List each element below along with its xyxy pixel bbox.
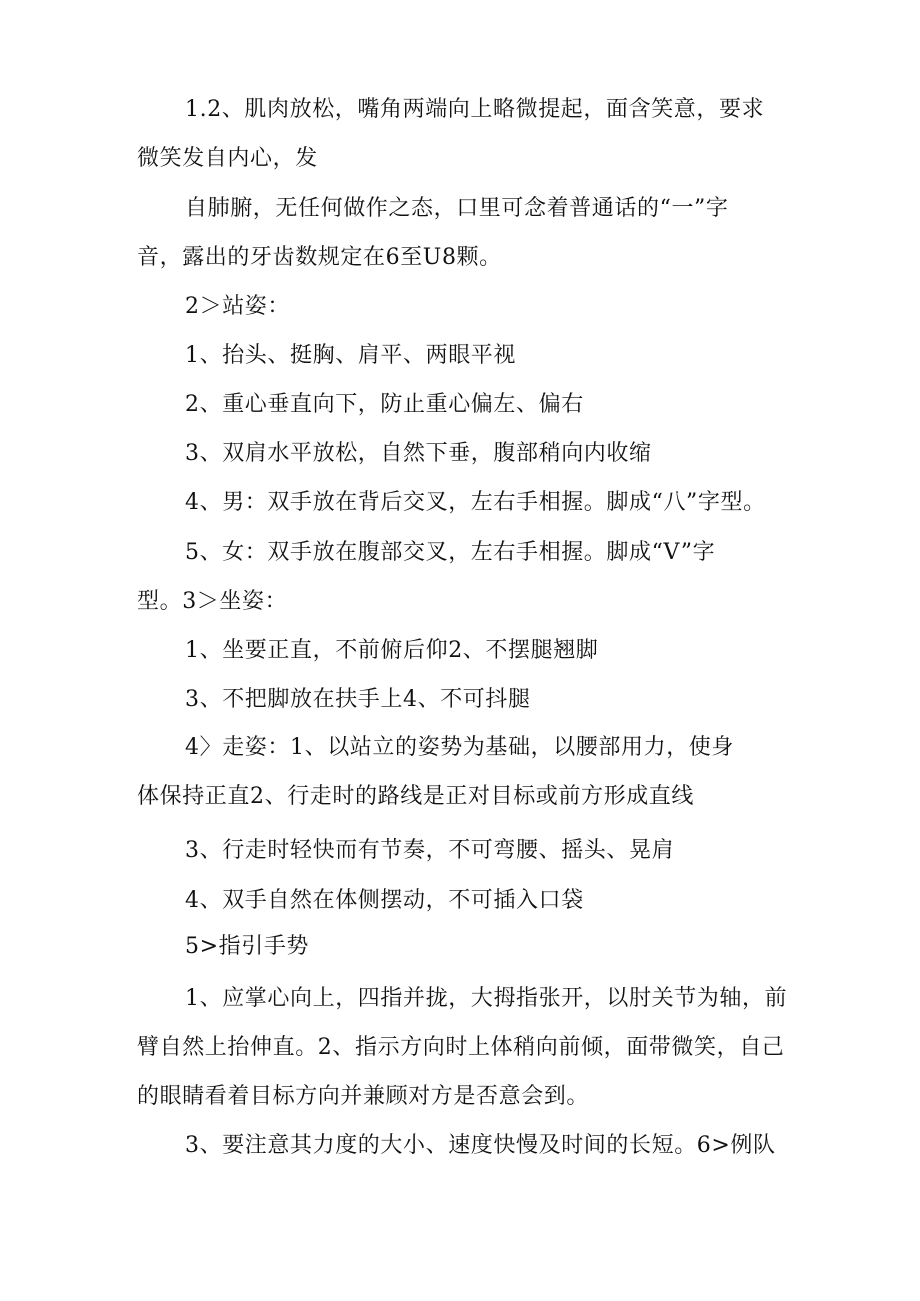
text-line: 音，露出的牙齿数规定在6至U8颗。 (137, 245, 502, 270)
text-line: 3、要注意其力度的大小、速度快慢及时间的长短。6>例队 (185, 1133, 776, 1158)
text-line: 微笑发自内心，发 (137, 146, 318, 171)
text-line: 2、重心垂直向下，防止重心偏左、偏右 (185, 392, 584, 417)
text-line: 臂自然上抬伸直。2、指示方向时上体稍向前倾，面带微笑，自己 (137, 1035, 785, 1060)
text-line: 5、女：双手放在腹部交叉，左右手相握。脚成“V”字 (185, 540, 716, 565)
section-heading: 5>指引手势 (185, 934, 310, 959)
text-line: 3、双肩水平放松，自然下垂，腹部稍向内收缩 (185, 441, 652, 466)
text-line: 3、行走时轻快而有节奏，不可弯腰、摇头、晃肩 (185, 838, 675, 863)
text-line: 体保持正直2、行走时的路线是正对目标或前方形成直线 (137, 784, 694, 809)
text-line: 自肺腑，无任何做作之态，口里可念着普通话的“一”字 (185, 196, 729, 221)
text-line: 1、应掌心向上，四指并拢，大拇指张开，以肘关节为轴，前 (185, 986, 788, 1011)
text-line: 1.2、肌肉放松，嘴角两端向上略微提起，面含笑意，要求 (185, 97, 765, 122)
text-line: 4、双手自然在体侧摆动，不可插入口袋 (185, 888, 584, 913)
text-line: 的眼睛看着目标方向并兼顾对方是否意会到。 (137, 1084, 590, 1109)
text-line: 1、抬头、挺胸、肩平、两眼平视 (185, 343, 516, 368)
text-line: 1、坐要正直，不前俯后仰2、不摆腿翘脚 (185, 638, 599, 663)
text-line: 4、男：双手放在背后交叉，左右手相握。脚成“八”字型。 (185, 490, 766, 515)
section-heading: 2＞站姿： (185, 294, 290, 319)
text-line: 3、不把脚放在扶手上4、不可抖腿 (185, 687, 531, 712)
text-line: 4〉走姿：1、以站立的姿势为基础，以腰部用力，使身 (185, 735, 734, 760)
text-line: 型。3＞坐姿： (137, 589, 288, 614)
